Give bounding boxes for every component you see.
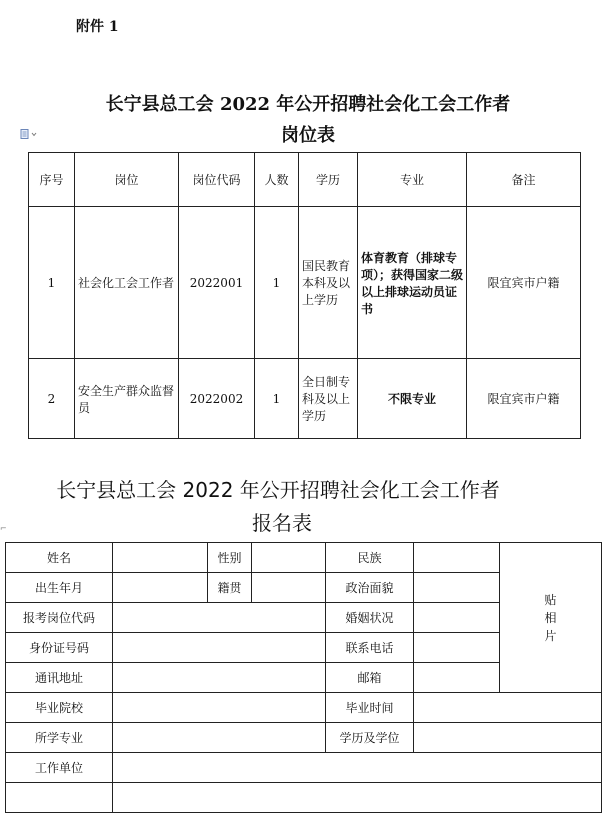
header-cell: 专业 xyxy=(358,153,467,207)
field-school[interactable] xyxy=(113,693,326,723)
position-code: 2022001 xyxy=(179,207,255,359)
photo-label-char: 相 xyxy=(544,610,557,625)
field-address[interactable] xyxy=(113,663,326,693)
headcount: 1 xyxy=(255,359,299,439)
header-cell: 备注 xyxy=(467,153,581,207)
attachment-label: 附件 1 xyxy=(76,19,119,35)
label-native-place: 籍贯 xyxy=(208,573,252,603)
field-empty[interactable] xyxy=(113,783,602,813)
position-table xyxy=(28,152,581,439)
photo-area[interactable] xyxy=(500,543,602,693)
position-table-header-row xyxy=(29,153,581,207)
field-work-unit[interactable] xyxy=(113,753,602,783)
label-gender: 性别 xyxy=(208,543,252,573)
position-table-subtitle: 岗位表 xyxy=(281,125,335,146)
label-political-status: 政治面貌 xyxy=(326,573,414,603)
document-anchor-icon xyxy=(20,129,38,139)
label-position-code: 报考岗位代码 xyxy=(6,603,113,633)
form-row xyxy=(6,723,602,753)
form-row xyxy=(6,783,602,813)
header-cell: 人数 xyxy=(255,153,299,207)
photo-label-char: 片 xyxy=(544,628,557,643)
remark: 限宜宾市户籍 xyxy=(467,359,581,439)
photo-label-char: 贴 xyxy=(544,592,557,607)
row-number: 2 xyxy=(29,359,75,439)
form-row xyxy=(6,693,602,723)
registration-form-subtitle: 报名表 xyxy=(252,511,312,535)
label-ethnicity: 民族 xyxy=(326,543,414,573)
field-native-place[interactable] xyxy=(252,573,326,603)
label-work-unit: 工作单位 xyxy=(6,753,113,783)
label-address: 通讯地址 xyxy=(6,663,113,693)
education-requirement: 国民教育本科及以上学历 xyxy=(299,207,358,359)
position-name: 安全生产群众监督员 xyxy=(75,359,179,439)
field-email[interactable] xyxy=(414,663,500,693)
label-degree: 学历及学位 xyxy=(326,723,414,753)
form-row xyxy=(6,543,602,573)
label-school: 毕业院校 xyxy=(6,693,113,723)
major-requirement: 不限专业 xyxy=(358,359,467,439)
header-cell: 岗位 xyxy=(75,153,179,207)
major-requirement: 体育教育（排球专项）；获得国家二级以上排球运动员证书 xyxy=(358,207,467,359)
education-requirement: 全日制专科及以上学历 xyxy=(299,359,358,439)
label-marital-status: 婚姻状况 xyxy=(326,603,414,633)
field-major[interactable] xyxy=(113,723,326,753)
label-grad-time: 毕业时间 xyxy=(326,693,414,723)
field-degree[interactable] xyxy=(414,723,602,753)
registration-form-table xyxy=(5,542,602,813)
label-major: 所学专业 xyxy=(6,723,113,753)
label-name: 姓名 xyxy=(6,543,113,573)
position-name: 社会化工会工作者 xyxy=(75,207,179,359)
label-empty xyxy=(6,783,113,813)
form-row xyxy=(6,753,602,783)
header-cell: 岗位代码 xyxy=(179,153,255,207)
field-grad-time[interactable] xyxy=(414,693,602,723)
field-phone[interactable] xyxy=(414,633,500,663)
corner-mark-icon: ⌐ xyxy=(0,524,7,533)
field-ethnicity[interactable] xyxy=(414,543,500,573)
header-cell: 学历 xyxy=(299,153,358,207)
field-gender[interactable] xyxy=(252,543,326,573)
field-marital-status[interactable] xyxy=(414,603,500,633)
field-birth[interactable] xyxy=(113,573,208,603)
remark: 限宜宾市户籍 xyxy=(467,207,581,359)
position-table-title: 长宁县总工会 2022 年公开招聘社会化工会工作者 xyxy=(105,94,511,115)
label-id-number: 身份证号码 xyxy=(6,633,113,663)
field-position-code[interactable] xyxy=(113,603,326,633)
position-code: 2022002 xyxy=(179,359,255,439)
row-number: 1 xyxy=(29,207,75,359)
label-phone: 联系电话 xyxy=(326,633,414,663)
header-cell: 序号 xyxy=(29,153,75,207)
table-row xyxy=(29,359,581,439)
registration-form-title: 长宁县总工会 2022 年公开招聘社会化工会工作者 xyxy=(56,478,500,502)
field-name[interactable] xyxy=(113,543,208,573)
table-row xyxy=(29,207,581,359)
field-political-status[interactable] xyxy=(414,573,500,603)
field-id-number[interactable] xyxy=(113,633,326,663)
label-email: 邮箱 xyxy=(326,663,414,693)
headcount: 1 xyxy=(255,207,299,359)
label-birth: 出生年月 xyxy=(6,573,113,603)
